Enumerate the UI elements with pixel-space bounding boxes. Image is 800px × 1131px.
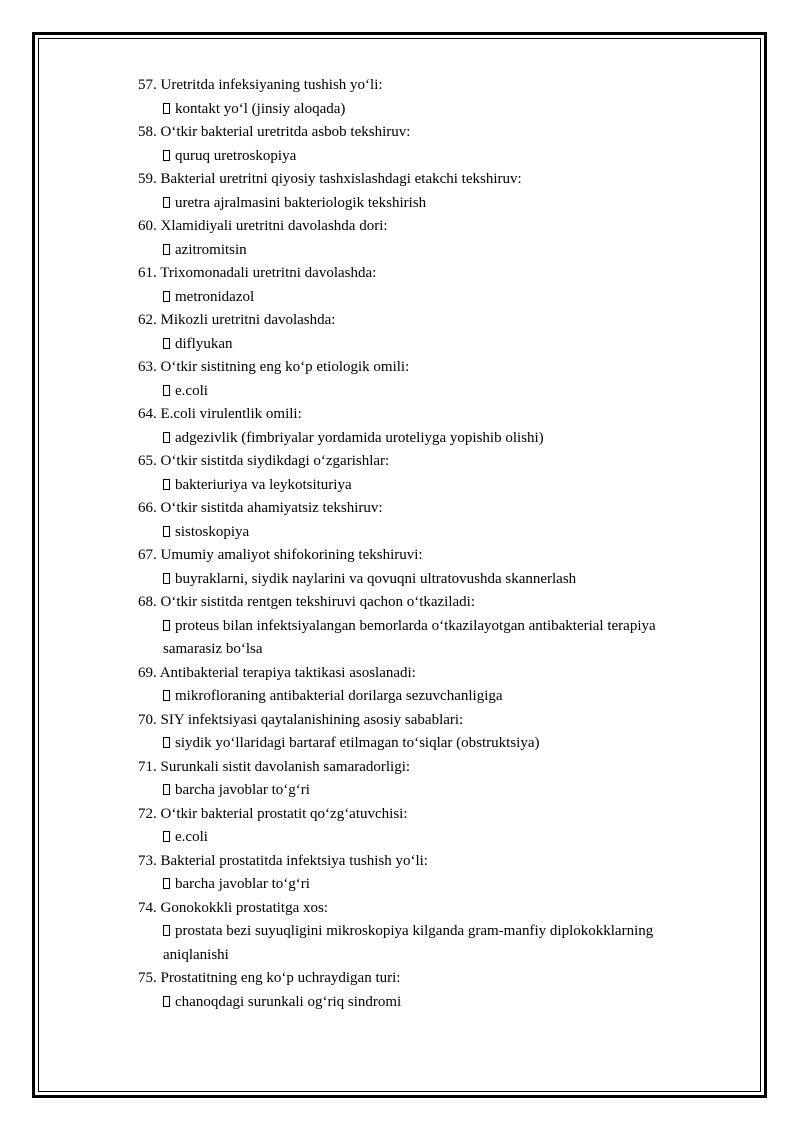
answer-text: barcha javoblar to‘g‘ri: [175, 876, 310, 892]
question-number: 70.: [138, 711, 157, 728]
question-text: O‘tkir sistitning eng ko‘p etiologik omili:: [160, 359, 410, 375]
checkbox-icon: [163, 385, 170, 396]
answer-text: diflyukan: [175, 335, 233, 352]
question-line: [138, 74, 698, 98]
question-text: Bakterial uretritni qiyosiy tashxislashdagi etakchi tekshiruv:: [160, 171, 522, 187]
question-line: [138, 262, 698, 286]
answer-line: [163, 239, 698, 263]
question-number: 75.: [138, 970, 157, 986]
checkbox-icon: [163, 996, 170, 1007]
question-number: 66.: [138, 500, 157, 516]
question-number: 58.: [138, 124, 157, 140]
checkbox-icon: [163, 197, 170, 208]
question-number: 68.: [138, 594, 157, 610]
question-number: 60.: [138, 218, 157, 234]
answer-text: barcha javoblar to‘g‘ri: [175, 782, 310, 798]
question-number: 61.: [138, 265, 157, 281]
checkbox-icon: [163, 878, 170, 889]
question-text: Xlamidiyali uretritni davolashda dori:: [160, 218, 388, 234]
answer-line: [163, 98, 698, 122]
answer-text: e.coli: [175, 829, 208, 845]
question-text: Surunkali sistit davolanish samaradorligi:: [160, 758, 411, 775]
question-text: Trixomonadali uretritni davolashda:: [160, 265, 377, 281]
question-number: 67.: [138, 547, 157, 563]
question-number: 71.: [138, 758, 157, 775]
answer-text: bakteriuriya va leykotsituriya: [175, 476, 352, 493]
answer-line: [163, 286, 698, 310]
question-text: Bakterial prostatitda infektsiya tushish yo‘li:: [160, 852, 428, 869]
answer-line: [163, 920, 698, 967]
checkbox-icon: [163, 150, 170, 161]
checkbox-icon: [163, 573, 170, 584]
question-number: 65.: [138, 453, 157, 469]
question-answer-list: [138, 74, 698, 1014]
checkbox-icon: [163, 690, 170, 701]
question-number: 57.: [138, 77, 157, 93]
question-line: [138, 497, 698, 521]
question-number: 62.: [138, 312, 157, 328]
answer-text: siydik yo‘llaridagi bartaraf etilmagan to‘siqlar (obstruktsiya): [175, 735, 540, 751]
question-text: O‘tkir bakterial uretritda asbob tekshiruv:: [160, 124, 411, 140]
question-number: 72.: [138, 805, 157, 822]
checkbox-icon: [163, 620, 170, 631]
answer-line: [163, 474, 698, 498]
question-text: O‘tkir bakterial prostatit qo‘zg‘atuvchisi:: [160, 805, 408, 822]
question-line: [138, 709, 698, 733]
question-line: [138, 803, 698, 827]
answer-line: [163, 615, 698, 662]
answer-line: [163, 521, 698, 545]
question-line: [138, 591, 698, 615]
question-text: Umumiy amaliyot shifokorining tekshiruvi:: [160, 547, 423, 563]
question-line: [138, 168, 698, 192]
answer-text: prostata bezi suyuqligini mikroskopiya kilganda gram-manfiy diplokokklarning aniqlanishi: [163, 923, 654, 963]
question-number: 73.: [138, 852, 157, 869]
question-line: [138, 662, 698, 686]
checkbox-icon: [163, 291, 170, 302]
question-line: [138, 121, 698, 145]
question-line: [138, 897, 698, 921]
question-text: O‘tkir sistitda rentgen tekshiruvi qachon o‘tkaziladi:: [160, 594, 476, 610]
answer-text: adgezivlik (fimbriyalar yordamida uroteliyga yopishib olishi): [175, 429, 544, 446]
question-line: [138, 756, 698, 780]
answer-line: [163, 333, 698, 357]
question-text: O‘tkir sistitda siydikdagi o‘zgarishlar:: [160, 453, 390, 469]
question-line: [138, 403, 698, 427]
question-text: Uretritda infeksiyaning tushish yo‘li:: [160, 77, 383, 93]
question-number: 74.: [138, 899, 157, 916]
checkbox-icon: [163, 737, 170, 748]
checkbox-icon: [163, 526, 170, 537]
question-number: 64.: [138, 406, 157, 422]
answer-text: kontakt yo‘l (jinsiy aloqada): [175, 100, 346, 117]
question-line: [138, 450, 698, 474]
question-text: Antibakterial terapiya taktikasi asoslanadi:: [159, 664, 416, 681]
answer-text: chanoqdagi surunkali og‘riq sindromi: [175, 993, 402, 1010]
question-text: O‘tkir sistitda ahamiyatsiz tekshiruv:: [160, 500, 383, 516]
answer-text: metronidazol: [175, 288, 255, 305]
answer-text: e.coli: [175, 382, 208, 399]
answer-line: [163, 380, 698, 404]
answer-line: [163, 192, 698, 216]
answer-line: [163, 568, 698, 592]
answer-text: proteus bilan infektsiyalangan bemorlarda o‘tkazilayotgan antibakterial terapiya samarasiz bo‘lsa: [163, 617, 656, 657]
answer-text: quruq uretroskopiya: [175, 147, 297, 164]
answer-line: [163, 779, 698, 803]
checkbox-icon: [163, 925, 170, 936]
answer-line: [163, 685, 698, 709]
answer-line: [163, 427, 698, 451]
checkbox-icon: [163, 831, 170, 842]
answer-line: [163, 991, 698, 1015]
answer-text: azitromitsin: [175, 241, 247, 258]
question-line: [138, 215, 698, 239]
answer-text: sistoskopiya: [175, 523, 250, 540]
question-line: [138, 356, 698, 380]
question-text: E.coli virulentlik omili:: [160, 406, 302, 422]
question-line: [138, 544, 698, 568]
question-number: 63.: [138, 359, 157, 375]
question-line: [138, 850, 698, 874]
checkbox-icon: [163, 784, 170, 795]
checkbox-icon: [163, 103, 170, 114]
answer-line: [163, 873, 698, 897]
checkbox-icon: [163, 244, 170, 255]
checkbox-icon: [163, 432, 170, 443]
answer-text: uretra ajralmasini bakteriologik tekshirish: [175, 194, 427, 211]
question-number: 69.: [138, 664, 157, 681]
checkbox-icon: [163, 479, 170, 490]
question-text: SIY infektsiyasi qaytalanishining asosiy sabablari:: [160, 711, 464, 728]
answer-line: [163, 145, 698, 169]
answer-line: [163, 826, 698, 850]
question-text: Prostatitning eng ko‘p uchraydigan turi:: [160, 970, 401, 986]
question-line: [138, 309, 698, 333]
answer-text: buyraklarni, siydik naylarini va qovuqni ultratovushda skannerlash: [175, 570, 577, 587]
question-text: Gonokokkli prostatitga xos:: [160, 899, 328, 916]
question-number: 59.: [138, 171, 157, 187]
answer-line: [163, 732, 698, 756]
question-text: Mikozli uretritni davolashda:: [160, 312, 336, 328]
checkbox-icon: [163, 338, 170, 349]
answer-text: mikrofloraning antibakterial dorilarga sezuvchanligiga: [175, 688, 503, 704]
question-line: [138, 967, 698, 991]
